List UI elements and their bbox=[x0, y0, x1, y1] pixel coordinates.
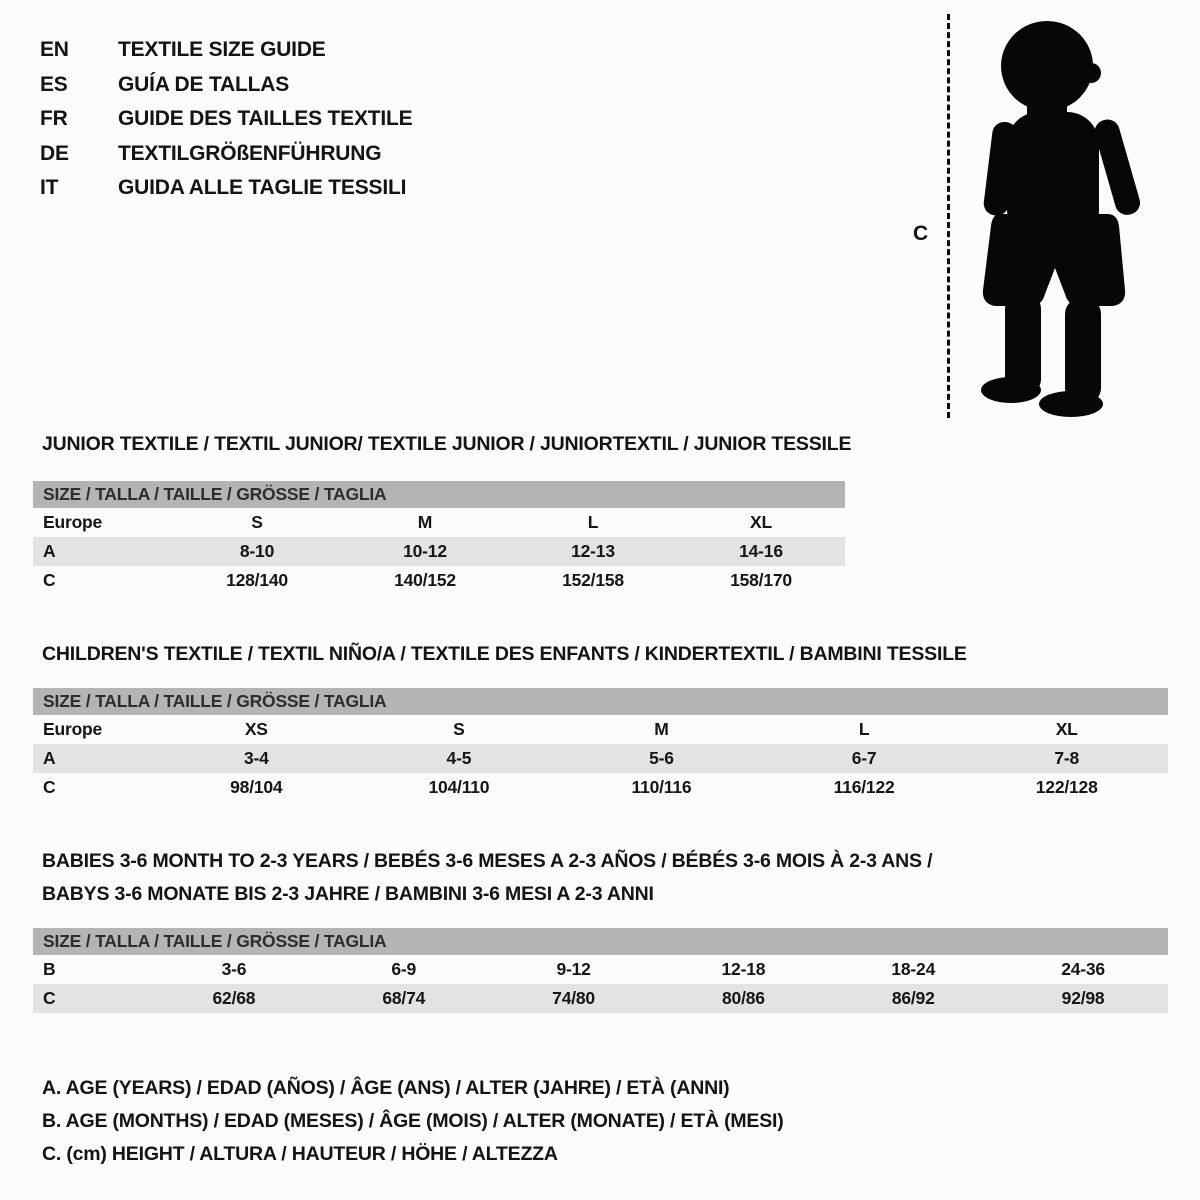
size-cell: L bbox=[587, 512, 599, 532]
table-row-months bbox=[33, 955, 1168, 984]
babies-section-title-line1: BABIES 3-6 MONTH TO 2-3 YEARS / BEBÉS 3-6 MESES A 2-3 AÑOS / BÉBÉS 3-6 MOIS À 2-3 ANS / bbox=[42, 850, 933, 872]
children-size-table bbox=[33, 688, 1168, 802]
legend-notes bbox=[42, 1072, 784, 1171]
months-cell: 3-6 bbox=[221, 959, 247, 979]
language-code: EN bbox=[40, 38, 69, 61]
height-dashed-line bbox=[947, 14, 950, 418]
height-measure-label: C bbox=[913, 222, 928, 245]
row-label: C bbox=[43, 988, 56, 1008]
babies-section-title-line2: BABYS 3-6 MONATE BIS 2-3 JAHRE / BAMBINI 3-6 MESI A 2-3 ANNI bbox=[42, 883, 654, 905]
guide-title-de: TEXTILGRÖßENFÜHRUNG bbox=[118, 141, 382, 165]
language-code: IT bbox=[40, 176, 59, 199]
age-cell: 4-5 bbox=[446, 748, 472, 768]
language-row-en bbox=[40, 33, 412, 68]
language-row-fr bbox=[40, 102, 412, 137]
table-row-europe bbox=[33, 715, 1168, 744]
height-cell: 68/74 bbox=[382, 988, 426, 1008]
age-cell: 14-16 bbox=[739, 541, 783, 561]
language-code: FR bbox=[40, 107, 68, 130]
junior-section-title: JUNIOR TEXTILE / TEXTIL JUNIOR/ TEXTILE JUNIOR / JUNIORTEXTIL / JUNIOR TESSILE bbox=[42, 433, 852, 455]
size-cell: M bbox=[417, 512, 433, 532]
note-height-cm: C. (cm) HEIGHT / ALTURA / HAUTEUR / HÖHE / ALTEZZA bbox=[42, 1143, 558, 1165]
row-label: C bbox=[43, 777, 56, 797]
language-row-de bbox=[40, 137, 412, 172]
size-cell: S bbox=[453, 719, 465, 739]
height-figure bbox=[905, 12, 1190, 427]
height-cell: 98/104 bbox=[230, 777, 283, 797]
size-table-header: SIZE / TALLA / TAILLE / GRÖSSE / TAGLIA bbox=[33, 688, 1168, 715]
height-cell: 74/80 bbox=[552, 988, 595, 1008]
height-cell: 116/122 bbox=[833, 777, 895, 797]
note-age-years: A. AGE (YEARS) / EDAD (AÑOS) / ÂGE (ANS) / ALTER (JAHRE) / ETÀ (ANNI) bbox=[42, 1077, 730, 1099]
row-label: A bbox=[43, 541, 56, 561]
table-row-height bbox=[33, 566, 845, 595]
height-cell: 80/86 bbox=[722, 988, 765, 1008]
height-cell: 104/110 bbox=[428, 777, 490, 797]
age-cell: 3-4 bbox=[243, 748, 269, 768]
size-cell: XL bbox=[750, 512, 772, 532]
size-table-header: SIZE / TALLA / TAILLE / GRÖSSE / TAGLIA bbox=[33, 928, 1168, 955]
months-cell: 24-36 bbox=[1061, 959, 1105, 979]
height-cell: 140/152 bbox=[394, 570, 456, 590]
height-cell: 128/140 bbox=[226, 570, 288, 590]
guide-title-it: GUIDA ALLE TAGLIE TESSILI bbox=[118, 176, 407, 199]
table-row-age bbox=[33, 744, 1168, 773]
height-cell: 122/128 bbox=[1035, 777, 1098, 797]
size-cell: M bbox=[654, 719, 669, 739]
children-section-title: CHILDREN'S TEXTILE / TEXTIL NIÑO/A / TEXTILE DES ENFANTS / KINDERTEXTIL / BAMBINI TESSILE bbox=[42, 643, 967, 665]
size-cell: S bbox=[251, 512, 263, 532]
junior-size-table bbox=[33, 481, 845, 595]
language-title-list bbox=[40, 33, 412, 206]
guide-title-en: TEXTILE SIZE GUIDE bbox=[118, 38, 326, 61]
age-cell: 7-8 bbox=[1054, 748, 1080, 768]
table-row-age bbox=[33, 537, 845, 566]
size-cell: XS bbox=[244, 719, 268, 739]
language-code: DE bbox=[40, 141, 69, 165]
height-cell: 152/158 bbox=[562, 570, 624, 590]
row-label: Europe bbox=[43, 719, 103, 739]
language-code: ES bbox=[40, 72, 68, 96]
row-label: C bbox=[43, 570, 56, 590]
table-row-height bbox=[33, 984, 1168, 1013]
height-cell: 62/68 bbox=[212, 988, 256, 1008]
age-cell: 6-7 bbox=[851, 748, 877, 768]
age-cell: 8-10 bbox=[239, 541, 275, 561]
babies-size-table bbox=[33, 928, 1168, 1013]
table-row-height bbox=[33, 773, 1168, 802]
height-cell: 158/170 bbox=[730, 570, 792, 590]
language-row-it bbox=[40, 171, 412, 206]
months-cell: 18-24 bbox=[891, 959, 936, 979]
months-cell: 6-9 bbox=[391, 959, 417, 979]
guide-title-es: GUÍA DE TALLAS bbox=[118, 72, 290, 96]
language-row-es bbox=[40, 68, 412, 103]
age-cell: 5-6 bbox=[649, 748, 674, 768]
age-cell: 12-13 bbox=[571, 541, 615, 561]
baby-silhouette-icon bbox=[967, 18, 1162, 418]
height-cell: 86/92 bbox=[891, 988, 935, 1008]
months-cell: 9-12 bbox=[556, 959, 591, 979]
size-table-header: SIZE / TALLA / TAILLE / GRÖSSE / TAGLIA bbox=[33, 481, 845, 508]
row-label: A bbox=[43, 748, 56, 768]
row-label: Europe bbox=[43, 512, 103, 532]
size-cell: XL bbox=[1055, 719, 1078, 739]
size-cell: L bbox=[858, 719, 870, 739]
months-cell: 12-18 bbox=[721, 959, 766, 979]
guide-title-fr: GUIDE DES TAILLES TEXTILE bbox=[118, 107, 413, 130]
row-label: B bbox=[43, 959, 56, 979]
height-cell: 110/116 bbox=[631, 777, 692, 797]
table-row-europe bbox=[33, 508, 845, 537]
age-cell: 10-12 bbox=[403, 541, 447, 561]
note-age-months: B. AGE (MONTHS) / EDAD (MESES) / ÂGE (MOIS) / ALTER (MONATE) / ETÀ (MESI) bbox=[42, 1110, 784, 1132]
height-cell: 92/98 bbox=[1061, 988, 1105, 1008]
